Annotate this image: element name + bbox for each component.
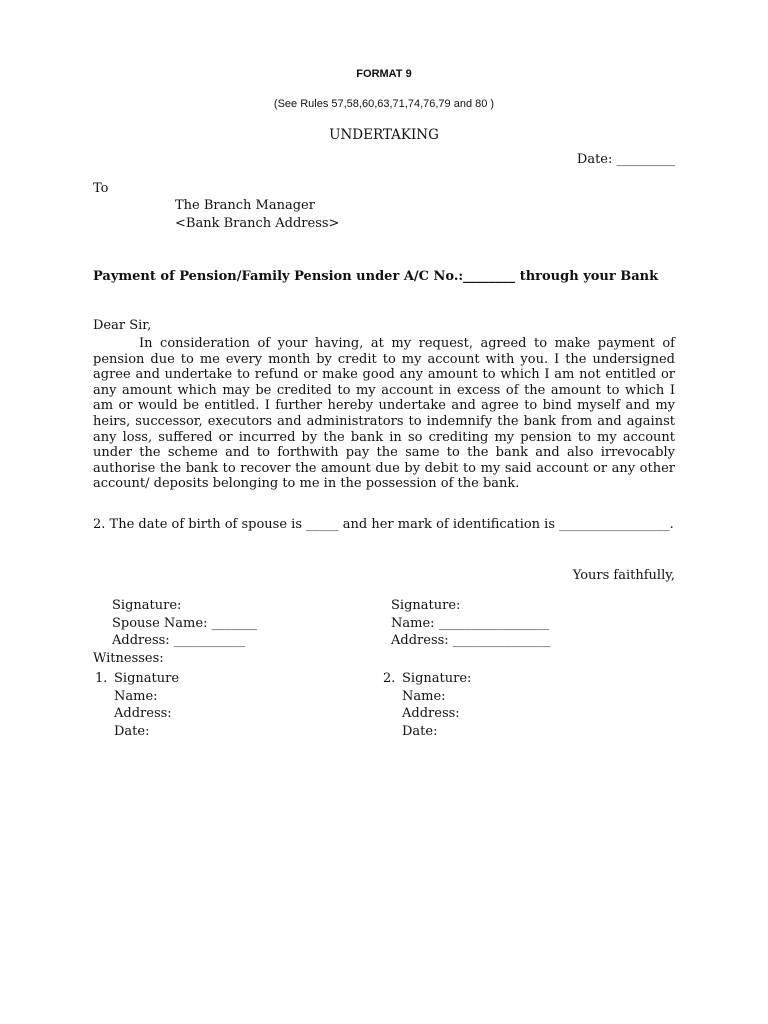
date-field: Date: _________ xyxy=(576,152,675,167)
body-paragraph: In consideration of your having, at my request, agreed to make payment of pension due to me every month by credit to my account with you. I the undersigned agree and undertake to refund or make good any amount to which I am not entitled or any amount which may be credited to my account in excess of the amount to which I am or would be entitled. I further hereby undertake and agree to bind myself and my heirs, successor, executors and administrators to indemnify the bank from and against any loss, suffered or incurred by the bank in so crediting my pension to my account under the scheme and to forthwith pay the same to the bank and also irrevocably authorise the bank to recover the amount due by debit to my said account or any other account/ deposits belonging to me in the possession of the bank. xyxy=(93,336,675,492)
date-label: Date: xyxy=(114,723,150,739)
closing: Yours faithfully, xyxy=(572,568,675,583)
address-label: Address: xyxy=(402,706,460,721)
signature-label: Signature: xyxy=(391,598,461,613)
witness-1-block xyxy=(95,670,179,740)
spouse-name-field: Spouse Name: _______ xyxy=(112,615,258,631)
name-field: Name: _________________ xyxy=(391,615,550,631)
subject-line: Payment of Pension/Family Pension under A/C No.:________ through your Bank xyxy=(93,269,659,284)
signature-label: Signature: xyxy=(402,671,472,686)
salutation: Dear Sir, xyxy=(93,318,152,333)
name-label: Name: xyxy=(114,688,158,704)
address-label: Address: xyxy=(114,706,172,721)
recipient-name: The Branch Manager xyxy=(175,198,315,213)
witness-number: 1. xyxy=(95,671,108,686)
spouse-details-paragraph: 2. The date of birth of spouse is _____ and her mark of identification is _________________. xyxy=(93,517,674,532)
format-title: FORMAT 9 xyxy=(356,68,412,80)
signature-label: Signature xyxy=(114,671,180,686)
witness-2-block xyxy=(383,670,471,740)
address-field: Address: ___________ xyxy=(112,633,246,648)
recipient-address: <Bank Branch Address> xyxy=(175,216,340,231)
address-field: Address: _______________ xyxy=(391,633,551,648)
document-title: UNDERTAKING xyxy=(329,127,439,143)
witnesses-label: Witnesses: xyxy=(93,651,164,666)
rules-reference: (See Rules 57,58,60,63,71,74,76,79 and 80 ) xyxy=(273,98,495,110)
name-label: Name: xyxy=(402,688,446,704)
signature-label: Signature: xyxy=(112,598,182,613)
signature-block-right xyxy=(391,597,550,650)
to-label: To xyxy=(93,181,109,196)
witness-number: 2. xyxy=(383,671,396,686)
date-label: Date: xyxy=(402,723,438,739)
signature-block-left xyxy=(112,597,257,650)
